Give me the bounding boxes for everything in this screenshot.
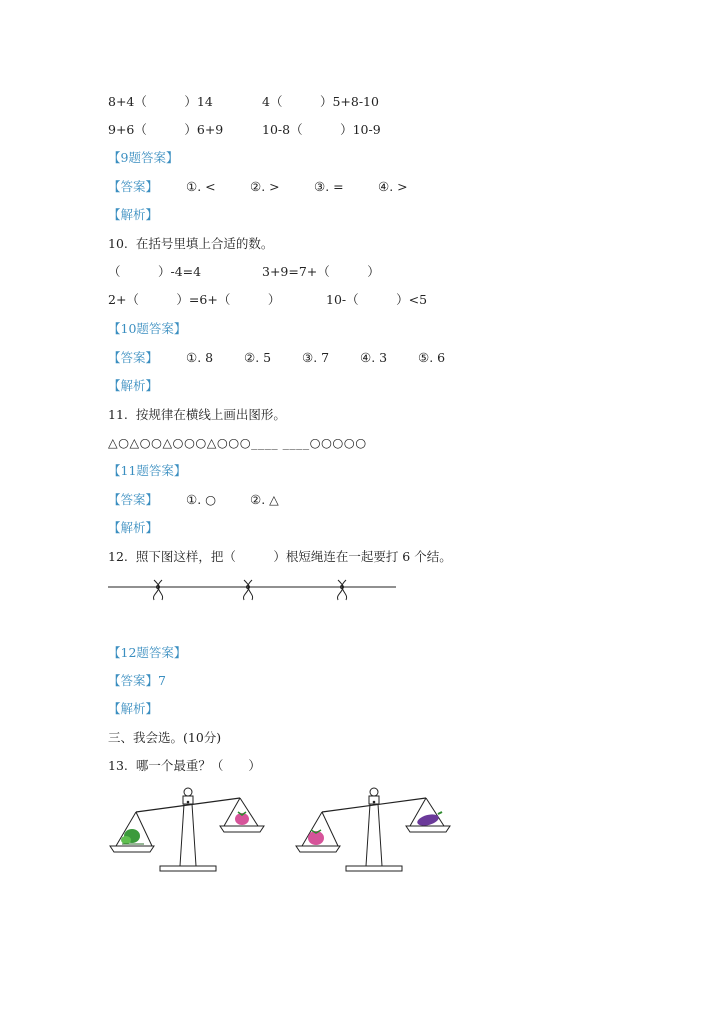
- q11-analysis: 【解析】: [108, 520, 159, 535]
- q10-analysis: 【解析】: [108, 378, 159, 393]
- q9-answer-tag: 【答案】: [108, 179, 159, 194]
- q11-pattern: △○△○○△○○○△○○○____ ____○○○○○: [108, 435, 367, 450]
- q9-answer-item: ②. >: [250, 179, 280, 194]
- q10-answer-item: ③. 7: [302, 350, 330, 365]
- q9-answer-header: 【9题答案】: [108, 150, 179, 165]
- q9-answer-item: ③. =: [314, 179, 344, 194]
- q10-row1-left: （ ）-4=4: [108, 264, 202, 279]
- knot-icon: [337, 580, 346, 600]
- q11-answer-header: 【11题答案】: [108, 463, 187, 478]
- knot-icon: [153, 580, 162, 600]
- q10-answer-item: ①. 8: [186, 350, 214, 365]
- q9-row2-left: 9+6（ ）6+9: [108, 122, 224, 137]
- q10-answer-tag: 【答案】: [108, 350, 159, 365]
- balance-scale-left: [108, 782, 268, 874]
- knot-icon: [243, 580, 252, 600]
- q9-row1-right: 4（ ）5+8-10: [262, 94, 379, 109]
- q9-analysis: 【解析】: [108, 207, 159, 222]
- q10-row2-right: 10-（ ）<5: [326, 292, 428, 307]
- q10-answer-header: 【10题答案】: [108, 321, 187, 336]
- eggplant-icon: [416, 812, 442, 828]
- balance-scale-right: [294, 782, 454, 874]
- q10-answer-item: ②. 5: [244, 350, 272, 365]
- fruit-icon: [235, 812, 249, 825]
- q10-row1-right: 3+9=7+（ ）: [262, 264, 380, 279]
- q12-prompt: 12. 照下图这样，把（ ）根短绳连在一起要打 6 个结。: [108, 549, 452, 564]
- q11-answer-tag: 【答案】: [108, 492, 159, 507]
- section-3-title: 三、我会选。(10分): [108, 730, 222, 745]
- q11-answer-item: ②. △: [250, 492, 279, 507]
- q9-answer-item: ①. <: [186, 179, 216, 194]
- q12-answer-header: 【12题答案】: [108, 645, 187, 660]
- q12-analysis: 【解析】: [108, 701, 159, 716]
- q9-row2-right: 10-8（ ）10-9: [262, 122, 381, 137]
- q11-prompt: 11. 按规律在横线上画出图形。: [108, 407, 286, 422]
- q13-prompt: 13. 哪一个最重？（ ）: [108, 758, 261, 773]
- q11-answer-item: ①. ○: [186, 492, 217, 507]
- rope-knots-figure: [108, 576, 398, 606]
- q10-answer-item: ④. 3: [360, 350, 388, 365]
- q9-row1-left: 8+4（ ）14: [108, 94, 213, 109]
- q10-prompt: 10. 在括号里填上合适的数。: [108, 236, 274, 251]
- q12-answer-text: 【答案】7: [108, 673, 166, 688]
- q10-row2-left: 2+（ ）=6+（ ）: [108, 292, 281, 307]
- q10-answer-item: ⑤. 6: [418, 350, 446, 365]
- q9-answer-item: ④. >: [378, 179, 408, 194]
